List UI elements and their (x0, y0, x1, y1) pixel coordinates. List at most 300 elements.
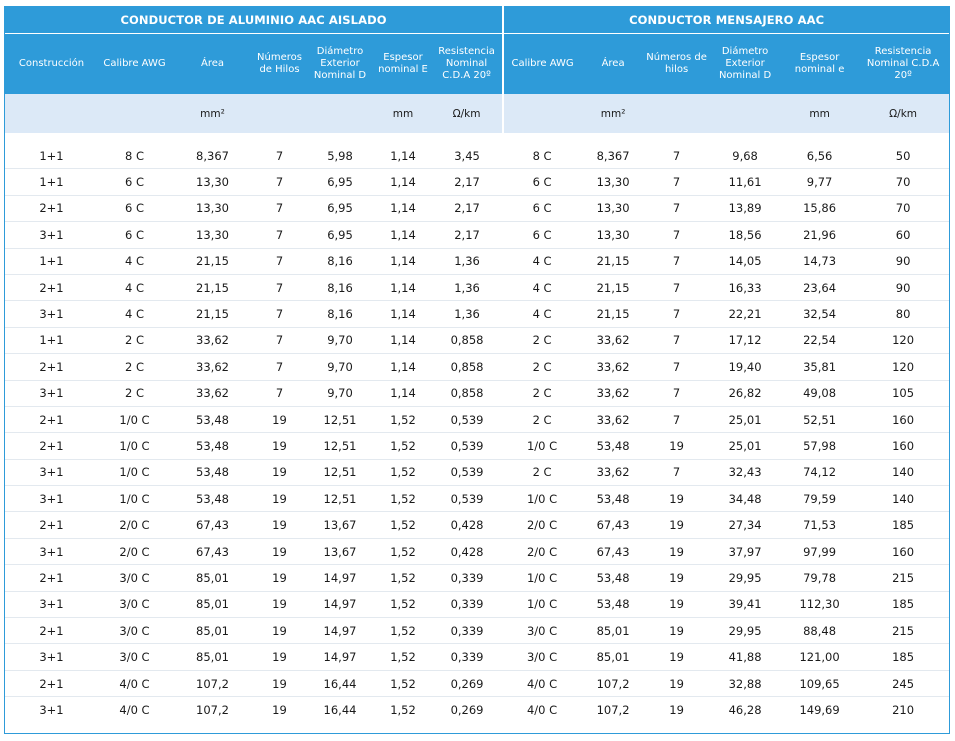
column-header-row (5, 34, 949, 95)
table-cell: 32,43 (708, 459, 782, 485)
table-cell: 7 (254, 274, 305, 300)
unit-cell (98, 94, 171, 133)
table-cell: 19 (645, 512, 708, 538)
table-cell: 7 (645, 327, 708, 353)
table-cell: 19 (254, 644, 305, 670)
table-cell: 33,62 (171, 327, 254, 353)
table-cell: 3/0 C (98, 591, 171, 617)
table-cell: 107,2 (196, 702, 229, 717)
table-cell: 185 (857, 591, 949, 617)
table-cell: 0,269 (431, 670, 503, 696)
table-cell: 19 (254, 406, 305, 432)
table-cell: 14,73 (782, 248, 857, 274)
table-cell: 8,367 (581, 143, 645, 169)
table-cell: 185 (857, 644, 949, 670)
table-cell: 7 (254, 143, 305, 169)
table-cell: 2 C (98, 380, 171, 406)
table-cell: 140 (857, 486, 949, 512)
table-cell: 13,30 (581, 169, 645, 195)
table-cell: 35,81 (782, 354, 857, 380)
table-cell: 70 (857, 195, 949, 221)
table-cell: 8,16 (305, 301, 375, 327)
table-row (5, 433, 949, 459)
table-cell: 7 (254, 354, 305, 380)
table-cell: 3+1 (39, 702, 64, 717)
table-row (5, 301, 949, 327)
table-cell: 7 (645, 301, 708, 327)
table-cell: 1+1 (5, 169, 98, 195)
table-cell: 0,428 (431, 538, 503, 564)
table-cell: 90 (857, 248, 949, 274)
table-cell: 1+1 (5, 327, 98, 353)
table-row (5, 565, 949, 591)
column-header: Área (581, 34, 645, 95)
table-cell: 22,54 (782, 327, 857, 353)
table-cell: 0,539 (431, 486, 503, 512)
column-header: Calibre AWG (503, 34, 581, 95)
table-cell: 85,01 (581, 644, 645, 670)
table-cell: 2 C (503, 354, 581, 380)
column-header: Números de hilos (645, 34, 708, 95)
table-cell: 2+1 (5, 565, 98, 591)
table-cell: 21,15 (171, 274, 254, 300)
column-header: Calibre AWG (98, 34, 171, 95)
table-cell: 0,339 (431, 565, 503, 591)
spec-table-frame (4, 6, 950, 734)
table-cell: 121,00 (782, 644, 857, 670)
table-cell: 1,52 (375, 565, 431, 591)
table-cell: 2+1 (5, 274, 98, 300)
table-cell: 46,28 (728, 702, 762, 717)
table-cell: 53,48 (581, 565, 645, 591)
table-cell: 4/0 C (526, 702, 558, 717)
table-cell: 6 C (503, 169, 581, 195)
table-cell: 8,16 (305, 248, 375, 274)
unit-cell: Ω/km (431, 94, 503, 133)
table-cell: 1,52 (375, 670, 431, 696)
table-cell: 210 (892, 702, 915, 717)
table-cell: 6,56 (782, 143, 857, 169)
table-cell: 9,70 (305, 327, 375, 353)
table-cell: 19 (254, 670, 305, 696)
table-cell: 4/0 C (503, 670, 581, 696)
table-cell: 1,14 (375, 143, 431, 169)
unit-cell: mm² (171, 94, 254, 133)
table-cell: 21,15 (581, 274, 645, 300)
table-cell: 6 C (98, 222, 171, 248)
unit-cell (305, 94, 375, 133)
table-cell: 29,95 (708, 565, 782, 591)
table-cell: 67,43 (581, 512, 645, 538)
table-cell: 67,43 (581, 538, 645, 564)
table-cell: 8 C (98, 143, 171, 169)
table-cell: 33,62 (581, 459, 645, 485)
table-cell: 7 (645, 406, 708, 432)
table-cell: 16,44 (323, 702, 357, 717)
table-cell: 0,539 (431, 406, 503, 432)
table-cell: 2+1 (5, 433, 98, 459)
table-cell: 27,34 (708, 512, 782, 538)
table-row (5, 274, 949, 300)
table-cell: 21,96 (782, 222, 857, 248)
table-cell: 120 (857, 327, 949, 353)
table-cell: 5,98 (305, 143, 375, 169)
table-cell: 14,05 (708, 248, 782, 274)
table-cell: 2+1 (5, 618, 98, 644)
table-cell: 39,41 (708, 591, 782, 617)
table-cell: 105 (857, 380, 949, 406)
table-row (5, 380, 949, 406)
table-cell: 7 (645, 354, 708, 380)
table-cell: 21,15 (171, 301, 254, 327)
unit-cell: Ω/km (857, 94, 949, 133)
table-cell: 1,52 (375, 406, 431, 432)
table-cell: 0,858 (431, 354, 503, 380)
unit-cell (645, 94, 708, 133)
table-cell: 53,48 (171, 459, 254, 485)
table-cell: 8,16 (305, 274, 375, 300)
table-cell: 1,52 (375, 433, 431, 459)
table-cell: 25,01 (708, 433, 782, 459)
table-cell: 8 C (503, 143, 581, 169)
table-cell: 12,51 (305, 433, 375, 459)
table-cell: 9,70 (305, 380, 375, 406)
table-cell: 2/0 C (503, 512, 581, 538)
table-cell: 0,339 (431, 618, 503, 644)
table-cell: 33,62 (171, 380, 254, 406)
table-cell: 33,62 (581, 380, 645, 406)
table-body (5, 143, 949, 723)
section-title-messenger: CONDUCTOR MENSAJERO AAC (503, 6, 949, 34)
table-cell: 2/0 C (98, 512, 171, 538)
table-row (5, 195, 949, 221)
table-cell: 1,52 (375, 486, 431, 512)
table-cell: 1+1 (5, 143, 98, 169)
table-cell: 1,14 (375, 354, 431, 380)
table-cell: 18,56 (708, 222, 782, 248)
table-cell: 7 (645, 248, 708, 274)
column-header: Números de Hilos (254, 34, 305, 95)
column-header: Construcción (5, 34, 98, 95)
table-cell: 4 C (503, 301, 581, 327)
table-cell: 85,01 (581, 618, 645, 644)
table-cell: 13,67 (305, 538, 375, 564)
column-header: Espesor nominal E (375, 34, 431, 95)
unit-cell: mm (782, 94, 857, 133)
table-cell: 19 (254, 591, 305, 617)
table-cell: 85,01 (171, 644, 254, 670)
table-cell: 80 (857, 301, 949, 327)
table-cell: 53,48 (171, 433, 254, 459)
table-cell: 7 (645, 195, 708, 221)
table-cell: 107,2 (596, 702, 630, 717)
table-cell: 120 (857, 354, 949, 380)
table-cell: 8,367 (171, 143, 254, 169)
table-cell: 3+1 (5, 644, 98, 670)
table-cell: 0,858 (431, 380, 503, 406)
table-cell: 52,51 (782, 406, 857, 432)
table-cell: 34,48 (708, 486, 782, 512)
table-cell: 6 C (98, 169, 171, 195)
table-row (5, 697, 949, 723)
table-cell: 79,59 (782, 486, 857, 512)
table-cell: 0,539 (431, 459, 503, 485)
table-cell: 9,70 (305, 354, 375, 380)
table-cell: 49,08 (782, 380, 857, 406)
table-row (5, 618, 949, 644)
table-cell: 21,15 (171, 248, 254, 274)
table-cell: 14,97 (305, 591, 375, 617)
table-cell: 0,428 (431, 512, 503, 538)
table-cell: 1,52 (375, 591, 431, 617)
table-cell: 2 C (503, 380, 581, 406)
table-cell: 2+1 (5, 354, 98, 380)
table-cell: 16,44 (305, 670, 375, 696)
table-cell: 19 (645, 670, 708, 696)
table-cell: 19 (645, 565, 708, 591)
table-cell: 4 C (98, 274, 171, 300)
table-cell: 4 C (98, 248, 171, 274)
table-cell: 85,01 (171, 618, 254, 644)
column-header: Espesor nominal e (782, 34, 857, 95)
table-cell: 185 (857, 512, 949, 538)
table-cell: 2/0 C (98, 538, 171, 564)
table-cell: 6,95 (305, 195, 375, 221)
table-cell: 3+1 (5, 486, 98, 512)
table-cell: 107,2 (171, 670, 254, 696)
table-cell: 1/0 C (503, 565, 581, 591)
column-header: Resistencia Nominal C.D.A 20º (857, 34, 949, 95)
table-cell: 11,61 (708, 169, 782, 195)
table-cell: 33,62 (171, 354, 254, 380)
table-cell: 88,48 (782, 618, 857, 644)
table-row (5, 459, 949, 485)
table-cell: 22,21 (708, 301, 782, 327)
table-cell: 1,14 (375, 248, 431, 274)
spacer-row (5, 133, 949, 143)
unit-cell (5, 94, 98, 133)
table-cell: 107,2 (581, 670, 645, 696)
table-row (5, 486, 949, 512)
table-cell: 2 C (503, 459, 581, 485)
table-cell: 1/0 C (98, 433, 171, 459)
table-cell: 3/0 C (503, 618, 581, 644)
table-cell: 53,48 (581, 433, 645, 459)
table-cell: 1/0 C (503, 591, 581, 617)
unit-cell: mm (375, 94, 431, 133)
table-cell: 19 (254, 512, 305, 538)
table-cell: 85,01 (171, 591, 254, 617)
table-cell: 50 (857, 143, 949, 169)
table-cell: 1,36 (431, 274, 503, 300)
table-cell: 19 (645, 618, 708, 644)
units-row (5, 94, 949, 133)
table-cell: 7 (645, 380, 708, 406)
table-cell: 32,54 (782, 301, 857, 327)
table-cell: 7 (645, 143, 708, 169)
table-row (5, 143, 949, 169)
table-cell: 32,88 (708, 670, 782, 696)
table-row (5, 512, 949, 538)
table-cell: 0,858 (431, 327, 503, 353)
table-cell: 57,98 (782, 433, 857, 459)
table-cell: 19 (254, 459, 305, 485)
table-cell: 53,48 (581, 591, 645, 617)
table-cell: 33,62 (581, 406, 645, 432)
table-cell: 7 (645, 169, 708, 195)
table-cell: 2,17 (431, 169, 503, 195)
table-cell: 7 (645, 459, 708, 485)
table-cell: 13,30 (581, 222, 645, 248)
table-cell: 1,14 (375, 222, 431, 248)
table-cell: 7 (254, 248, 305, 274)
table-cell: 13,30 (171, 169, 254, 195)
column-header: Diámetro Exterior Nominal D (305, 34, 375, 95)
table-cell: 14,97 (305, 618, 375, 644)
table-cell: 14,97 (305, 565, 375, 591)
conductor-spec-table (5, 6, 949, 723)
table-cell: 0,339 (431, 644, 503, 670)
table-cell: 17,12 (708, 327, 782, 353)
table-cell: 19 (645, 538, 708, 564)
table-cell: 3+1 (5, 222, 98, 248)
table-cell: 2 C (503, 327, 581, 353)
table-cell: 90 (857, 274, 949, 300)
unit-cell (708, 94, 782, 133)
table-cell: 19 (254, 618, 305, 644)
table-cell: 70 (857, 169, 949, 195)
table-cell: 3,45 (431, 143, 503, 169)
table-cell: 245 (857, 670, 949, 696)
table-cell: 6 C (503, 222, 581, 248)
table-cell: 19 (669, 702, 684, 717)
table-cell: 1/0 C (98, 486, 171, 512)
table-cell: 2,17 (431, 195, 503, 221)
table-cell: 1+1 (5, 248, 98, 274)
table-cell: 1,52 (375, 512, 431, 538)
table-cell: 71,53 (782, 512, 857, 538)
table-cell: 2+1 (5, 512, 98, 538)
table-cell: 1/0 C (503, 486, 581, 512)
table-row (5, 222, 949, 248)
table-cell: 7 (645, 222, 708, 248)
table-row (5, 406, 949, 432)
table-cell: 3/0 C (98, 565, 171, 591)
table-cell: 7 (254, 380, 305, 406)
table-cell: 2 C (98, 327, 171, 353)
table-cell: 4 C (503, 274, 581, 300)
table-cell: 12,51 (305, 406, 375, 432)
table-cell: 37,97 (708, 538, 782, 564)
table-cell: 19,40 (708, 354, 782, 380)
table-cell: 21,15 (581, 248, 645, 274)
table-cell: 13,30 (171, 222, 254, 248)
table-cell: 3+1 (5, 380, 98, 406)
table-cell: 19 (254, 433, 305, 459)
table-cell: 1,52 (375, 644, 431, 670)
table-cell: 9,77 (782, 169, 857, 195)
table-cell: 3+1 (5, 591, 98, 617)
table-cell: 12,51 (305, 486, 375, 512)
table-cell: 3/0 C (503, 644, 581, 670)
table-cell: 1,14 (375, 301, 431, 327)
section-header-row (5, 6, 949, 34)
column-header: Área (171, 34, 254, 95)
table-cell: 7 (645, 274, 708, 300)
table-cell: 3+1 (5, 538, 98, 564)
table-cell: 1,36 (431, 301, 503, 327)
table-cell: 6,95 (305, 169, 375, 195)
table-cell: 4 C (503, 248, 581, 274)
table-cell: 1/0 C (98, 459, 171, 485)
table-row (5, 644, 949, 670)
table-cell: 1/0 C (503, 433, 581, 459)
table-row (5, 538, 949, 564)
table-cell: 7 (254, 195, 305, 221)
table-row (5, 169, 949, 195)
table-cell: 19 (645, 486, 708, 512)
table-cell: 2+1 (5, 670, 98, 696)
table-cell: 19 (254, 486, 305, 512)
column-header: Resistencia Nominal C.D.A 20º (431, 34, 503, 95)
table-cell: 2,17 (431, 222, 503, 248)
table-cell: 19 (645, 591, 708, 617)
table-cell: 26,82 (708, 380, 782, 406)
table-cell: 3/0 C (98, 618, 171, 644)
table-cell: 29,95 (708, 618, 782, 644)
table-cell: 6 C (503, 195, 581, 221)
table-cell: 19 (645, 644, 708, 670)
table-cell: 74,12 (782, 459, 857, 485)
table-cell: 112,30 (782, 591, 857, 617)
table-cell: 149,69 (799, 702, 840, 717)
table-cell: 3+1 (5, 459, 98, 485)
table-row (5, 591, 949, 617)
table-cell: 85,01 (171, 565, 254, 591)
table-cell: 19 (254, 538, 305, 564)
table-cell: 33,62 (581, 327, 645, 353)
table-cell: 79,78 (782, 565, 857, 591)
table-cell: 19 (645, 433, 708, 459)
table-cell: 16,33 (708, 274, 782, 300)
table-cell: 1,14 (375, 274, 431, 300)
table-cell: 15,86 (782, 195, 857, 221)
table-cell: 140 (857, 459, 949, 485)
table-cell: 41,88 (708, 644, 782, 670)
table-cell: 0,339 (431, 591, 503, 617)
section-title-insulated: CONDUCTOR DE ALUMINIO AAC AISLADO (5, 6, 503, 34)
column-header: Diámetro Exterior Nominal D (708, 34, 782, 95)
table-cell: 60 (857, 222, 949, 248)
table-cell: 1,52 (390, 702, 416, 717)
table-cell: 13,30 (171, 195, 254, 221)
table-cell: 2/0 C (503, 538, 581, 564)
table-cell: 1,14 (375, 195, 431, 221)
table-cell: 12,51 (305, 459, 375, 485)
table-cell: 6 C (98, 195, 171, 221)
table-cell: 14,97 (305, 644, 375, 670)
table-cell: 160 (857, 433, 949, 459)
table-cell: 67,43 (171, 512, 254, 538)
table-cell: 1/0 C (98, 406, 171, 432)
table-cell: 1,14 (375, 380, 431, 406)
table-cell: 19 (254, 565, 305, 591)
table-cell: 215 (857, 565, 949, 591)
table-row (5, 327, 949, 353)
table-cell: 1,52 (375, 538, 431, 564)
table-cell: 19 (272, 702, 287, 717)
table-cell: 23,64 (782, 274, 857, 300)
